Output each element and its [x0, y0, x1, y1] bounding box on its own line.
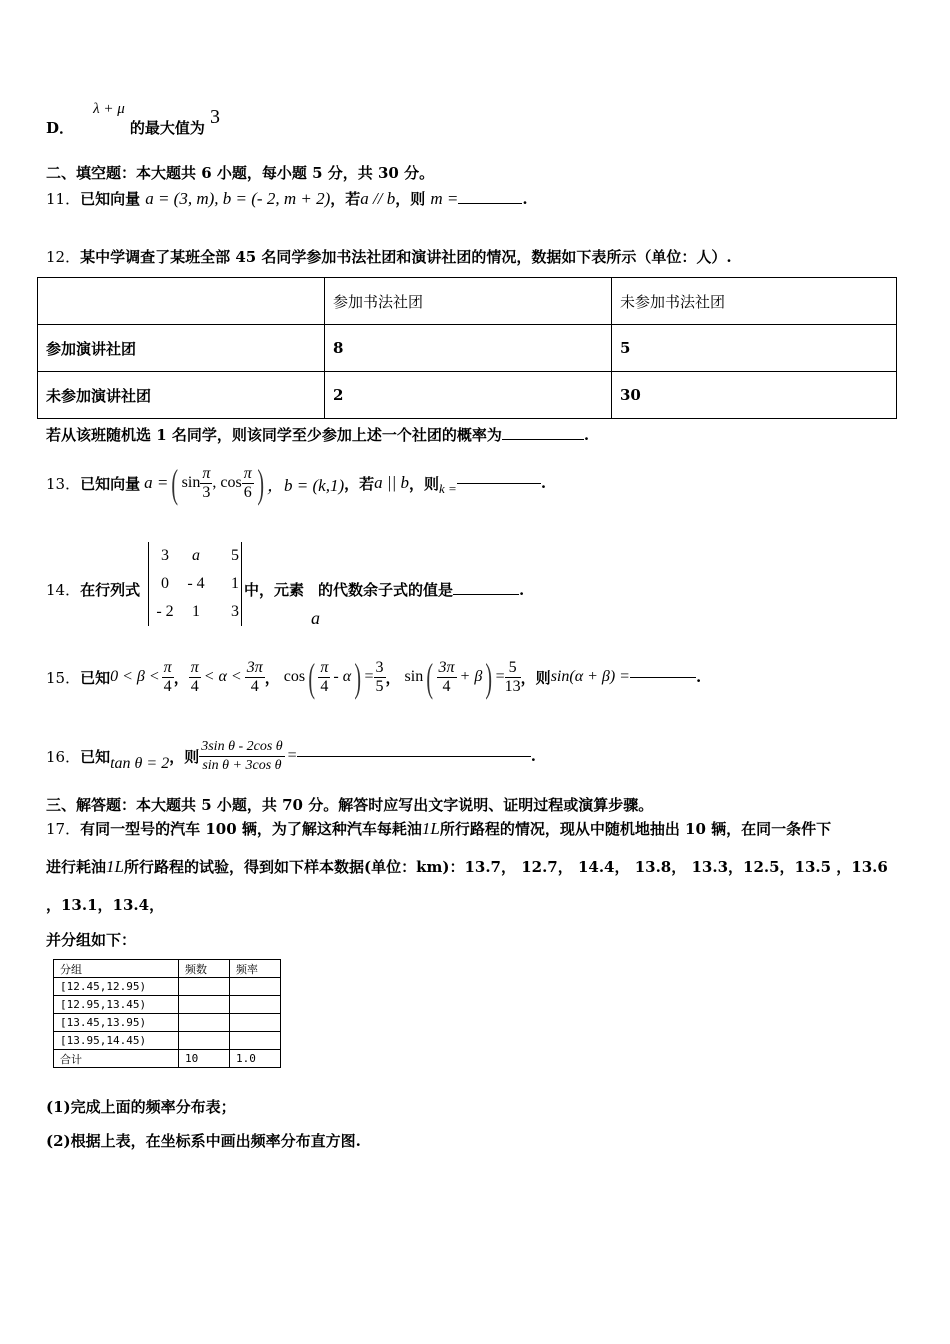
- q15-c3-value-num: 3: [375, 658, 384, 676]
- q12-followup: [46, 424, 589, 445]
- option-d-label: D．: [46, 119, 75, 137]
- q12-answer-blank: [502, 438, 584, 440]
- q12-cell: 2: [325, 372, 612, 419]
- q14-entry: 1: [192, 603, 200, 620]
- q16-numerator: 3sin θ - 2cos θ: [199, 738, 284, 757]
- q13-cos: , cos: [212, 474, 242, 491]
- q11-answer-blank: [458, 202, 522, 204]
- q17-unit: 1L: [421, 819, 440, 838]
- q15-ask: sin(α + β) =: [550, 668, 630, 685]
- q13-pre: 已知向量: [80, 474, 141, 493]
- q17-header-cell: 分组: [54, 960, 179, 978]
- q12-header-cell: [38, 278, 325, 325]
- q13-right-paren: ): [257, 460, 264, 506]
- q12-cell: 参加演讲社团: [38, 325, 325, 372]
- section3-heading: 三、解答题：本大题共 5 小题，共 70 分。解答时应写出文字说明、证明过程或演算步骤。: [46, 796, 654, 814]
- q15-c2-den: 4: [190, 677, 199, 695]
- option-d: [46, 98, 220, 137]
- table-row: [54, 1032, 281, 1050]
- q15-c2-num: π: [190, 658, 199, 676]
- q15-c4-value-den: 13: [504, 677, 521, 695]
- q17-cell: [179, 1032, 230, 1050]
- q15-c4-value: [505, 659, 521, 696]
- q13-post: ，则: [409, 474, 440, 493]
- q12-cell: 5: [612, 325, 897, 372]
- q14-entry: 3: [231, 603, 239, 620]
- q14-entry: - 4: [187, 575, 205, 592]
- q14-mid: 中，元素: [244, 581, 305, 599]
- q15-number: 15．: [46, 668, 81, 687]
- q15-end: .: [695, 668, 702, 686]
- q14-answer-blank: [453, 593, 519, 595]
- q17-header-cell: 频率: [230, 960, 281, 978]
- q16-mid: ，则: [169, 747, 200, 766]
- q15-c3-right-paren: ): [354, 654, 362, 700]
- q12-after: 若从该班随机选 1 名同学，则该同学至少参加上述一个社团的概率为: [46, 426, 502, 444]
- q17-line-2: [46, 856, 888, 877]
- q13-mid: ，若: [344, 474, 375, 493]
- q17-cell: [12.45,12.95): [54, 978, 179, 996]
- q13-frac-1: [200, 465, 212, 502]
- q16-end: .: [530, 747, 536, 765]
- q17-group-label: 并分组如下：: [46, 931, 137, 949]
- q15-post: ，则: [520, 668, 551, 687]
- q14-entry: - 2: [156, 603, 174, 620]
- q12-number: 12．: [46, 248, 81, 266]
- q15-c4-eq: =: [495, 668, 505, 685]
- table-row: [54, 1014, 281, 1032]
- q15-c2-frac-2: [245, 659, 265, 696]
- q14-entry: 1: [231, 575, 239, 592]
- table-row: [38, 278, 897, 325]
- q15-c2-mid: < α <: [203, 668, 242, 685]
- q13-frac-1-num: π: [202, 464, 211, 482]
- q16-cond: tan θ = 2: [110, 755, 170, 772]
- question-13: [46, 458, 546, 508]
- q14-entry: a: [192, 547, 200, 564]
- q12-table: [37, 277, 897, 419]
- q13-frac-2-den: 6: [243, 483, 252, 501]
- q17-line-3: ，13.1，13.4，: [46, 896, 165, 914]
- q15-c3-frac: [318, 659, 330, 696]
- q17-cell: [13.95,14.45): [54, 1032, 179, 1050]
- option-d-value: 3: [209, 106, 220, 128]
- q17-cell: [179, 996, 230, 1014]
- section2-heading: 二、填空题：本大题共 6 小题，每小题 5 分，共 30 分。: [46, 164, 435, 182]
- q15-c4-tail: + β: [459, 668, 483, 685]
- q17-number: 17．: [46, 820, 81, 838]
- question-16: [46, 734, 536, 778]
- q15-c2-den-2: 4: [250, 677, 259, 695]
- q12-header-cell: 未参加书法社团: [612, 278, 897, 325]
- q17-unit-2: 1L: [106, 857, 124, 876]
- q15-c3-den: 4: [320, 677, 329, 695]
- q13-answer-blank: [457, 482, 541, 484]
- q14-suffix: [244, 579, 524, 600]
- q17-cell: [230, 978, 281, 996]
- q13-frac-1-den: 3: [202, 483, 211, 501]
- q12-cell: 30: [612, 372, 897, 419]
- q16-fraction: [199, 738, 284, 775]
- q15-c3-fn: cos: [283, 668, 306, 685]
- q11-pre: 已知向量: [80, 190, 141, 208]
- q14-post: 的代数余子式的值是: [318, 581, 454, 599]
- q11-mid: ，若: [330, 190, 361, 208]
- q17-frequency-table: [53, 959, 281, 1068]
- q14-entry: 3: [161, 547, 169, 564]
- q15-answer-blank: [630, 676, 696, 678]
- question-12: [46, 246, 732, 267]
- question-15: 15． 已知 0 < β < $\frac{\pi}{4}$ ， $\frac{\pi}{4}$ < α < $\frac{3\pi}{4}$ ， cos ( $\frac{\pi}{4}$ - α ) = $\frac{3}{5}$ ， sin ( $\frac{3\pi}{4}$ + β ) = $\frac{5}{13}$ ，则 sin(α + β) = .: [46, 654, 702, 700]
- q17-line1a: 有同一型号的汽车 100 辆，为了解这种汽车每耗油: [80, 820, 422, 838]
- q12-cell: 未参加演讲社团: [38, 372, 325, 419]
- q16-number: 16．: [46, 747, 81, 766]
- q14-end: .: [519, 581, 525, 599]
- q17-cell: [230, 1032, 281, 1050]
- table-row: [54, 1050, 281, 1068]
- q15-c1-frac: [162, 659, 174, 696]
- q17-part-2: (2)根据上表，在坐标系中画出频率分布直方图.: [46, 1132, 361, 1150]
- q15-c4-right-paren: ): [485, 654, 493, 700]
- q17-line-1: [46, 818, 831, 839]
- q15-c3-left-paren: (: [308, 654, 316, 700]
- q13-ask: k =: [439, 481, 457, 496]
- q12-header-cell: 参加书法社团: [325, 278, 612, 325]
- q12-text: 某中学调查了某班全部 45 名同学参加书法社团和演讲社团的情况，数据如下表所示（单位：人）.: [80, 248, 732, 266]
- q13-number: 13．: [46, 474, 81, 493]
- q16-answer-blank: [297, 755, 531, 757]
- q13-cond: a || b: [374, 473, 409, 492]
- q14-entry: 0: [161, 575, 169, 592]
- question-11: [46, 188, 528, 209]
- q15-c3-eq: =: [364, 668, 374, 685]
- q11-ask: m =: [430, 189, 459, 208]
- q13-sin: sin: [181, 474, 201, 491]
- q13-end: .: [540, 474, 547, 492]
- q14-prefix: [46, 579, 140, 600]
- q15-c2-num-2: 3π: [246, 658, 263, 676]
- q13-b-part: ，b = (k,1): [267, 475, 345, 495]
- option-d-text: 的最大值为: [129, 119, 205, 137]
- q13-a-lhs: a =: [144, 473, 169, 492]
- q15-c4-fn: sin: [404, 668, 424, 685]
- q17-line1b: 所行路程的情况，现从中随机地抽出 10 辆，在同一条件下: [439, 820, 832, 838]
- q14-element: a: [311, 608, 320, 628]
- q11-number: 11．: [46, 190, 81, 208]
- q13-frac-2-num: π: [243, 464, 252, 482]
- table-row: [38, 325, 897, 372]
- q15-c4-num: 3π: [438, 658, 455, 676]
- q12-end: .: [583, 426, 590, 444]
- q17-cell: [230, 996, 281, 1014]
- q17-header-cell: 频数: [179, 960, 230, 978]
- q15-c3-num: π: [320, 658, 329, 676]
- q15-c1-den: 4: [163, 677, 172, 695]
- q15-c4-value-num: 5: [505, 659, 521, 678]
- q15-c1-num: π: [163, 658, 172, 676]
- q16-pre: 已知: [80, 747, 111, 766]
- q15-c4-den: 4: [442, 677, 451, 695]
- q17-cell: [12.95,13.45): [54, 996, 179, 1014]
- q14-pre: 在行列式: [80, 581, 141, 599]
- q17-cell: [179, 978, 230, 996]
- q15-c3-tail: - α: [333, 668, 352, 685]
- q15-c1-lhs: 0 < β <: [110, 668, 160, 685]
- q14-entry: 5: [231, 547, 239, 564]
- q15-c4-frac: [437, 659, 457, 696]
- q12-cell: 8: [325, 325, 612, 372]
- q17-cell: 1.0: [230, 1050, 281, 1068]
- q11-end: .: [522, 190, 528, 208]
- q15-c4-left-paren: (: [426, 654, 434, 700]
- table-row: [38, 372, 897, 419]
- table-row: [54, 960, 281, 978]
- q15-pre: 已知: [80, 668, 111, 687]
- q15-c2-frac-1: [189, 659, 201, 696]
- q17-cell: 合计: [54, 1050, 179, 1068]
- q13-frac-2: [242, 465, 254, 502]
- q17-cell: [13.45,13.95): [54, 1014, 179, 1032]
- q17-line2b: 所行路程的试验，得到如下样本数据(单位：km)：13.7， 12.7， 14.4， 13.8， 13.3，12.5，13.5 ，13.6: [123, 858, 888, 876]
- q16-eq: =: [287, 747, 297, 764]
- q15-c3-value-den: 5: [375, 677, 384, 695]
- table-row: [54, 996, 281, 1014]
- q11-cond: a // b: [360, 189, 396, 208]
- q17-cell: 10: [179, 1050, 230, 1068]
- q17-cell: [179, 1014, 230, 1032]
- q17-part-1: (1)完成上面的频率分布表；: [46, 1098, 236, 1116]
- table-row: [54, 978, 281, 996]
- q14-number: 14．: [46, 581, 81, 599]
- q11-post: ，则: [395, 190, 426, 208]
- q11-vectors: a = (3, m), b = (- 2, m + 2): [145, 189, 331, 208]
- q13-left-paren: (: [171, 460, 179, 506]
- q15-c3-value: [374, 659, 386, 696]
- q17-line2a: 进行耗油: [46, 858, 107, 876]
- option-d-math: λ + μ: [93, 101, 125, 117]
- q17-cell: [230, 1014, 281, 1032]
- q14-determinant: [148, 542, 242, 626]
- q16-denominator: sin θ + 3cos θ: [202, 757, 282, 773]
